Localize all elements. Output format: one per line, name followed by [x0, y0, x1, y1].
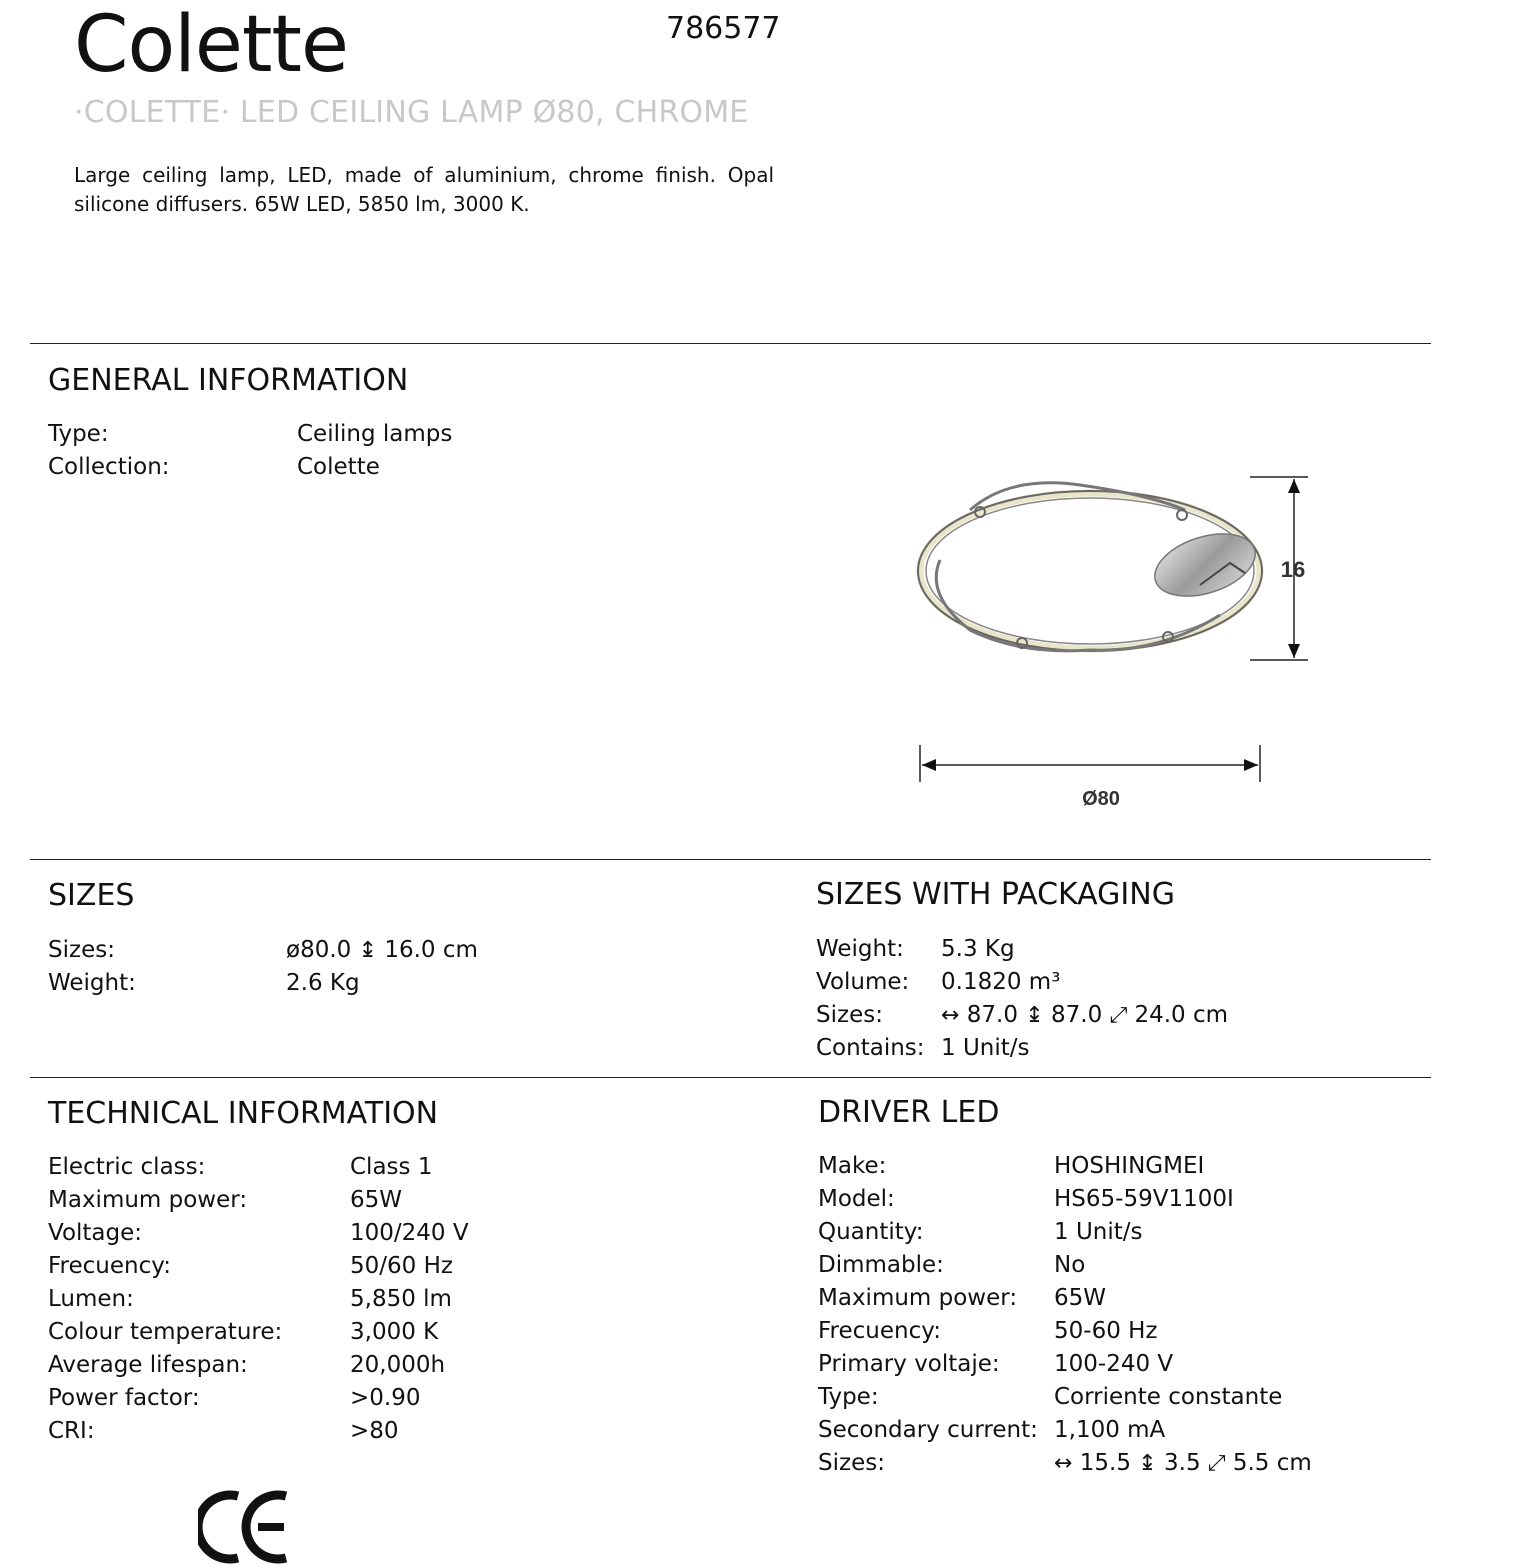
- driver-value: HOSHINGMEI: [1054, 1153, 1205, 1179]
- driver-label: Dimmable:: [818, 1252, 944, 1278]
- product-code: 786577: [666, 11, 781, 46]
- height-value: 3.5: [1164, 1450, 1201, 1476]
- driver-value: Corriente constante: [1054, 1384, 1283, 1410]
- driver-value: 50-60 Hz: [1054, 1318, 1158, 1344]
- packaging-contains-label: Contains:: [816, 1035, 925, 1061]
- technical-row: [48, 1415, 469, 1448]
- packaging-weight-label: Weight:: [816, 936, 904, 962]
- height-arrow-icon: ↨: [358, 938, 378, 963]
- general-label: Collection:: [48, 454, 170, 480]
- depth-arrow-icon: ⤢: [1207, 1451, 1226, 1476]
- driver-row: [818, 1381, 1312, 1414]
- divider: [30, 1077, 1431, 1078]
- technical-label: CRI:: [48, 1418, 95, 1444]
- height-value: 16.0 cm: [384, 937, 478, 963]
- driver-label: Quantity:: [818, 1219, 924, 1245]
- height-label: 16: [1280, 557, 1306, 582]
- driver-value: 100-240 V: [1054, 1351, 1174, 1377]
- packaging-sizes-value: [941, 999, 1228, 1032]
- width-value: 15.5: [1079, 1450, 1131, 1476]
- height-value: 87.0: [1051, 1002, 1103, 1028]
- technical-value: 20,000h: [350, 1352, 446, 1378]
- height-arrow-icon: ↨: [1138, 1451, 1157, 1476]
- driver-sizes-label: Sizes:: [818, 1450, 885, 1476]
- weight-value: 2.6 Kg: [286, 970, 360, 996]
- packaging-volume-value: 0.1820 m³: [941, 969, 1061, 995]
- technical-label: Average lifespan:: [48, 1352, 248, 1378]
- technical-value: Class 1: [350, 1154, 433, 1180]
- driver-sizes-value: [1054, 1447, 1312, 1480]
- sizes-label: Sizes:: [48, 937, 115, 963]
- depth-value: 5.5 cm: [1232, 1450, 1312, 1476]
- depth-arrow-icon: ⤢: [1109, 1003, 1128, 1028]
- technical-heading: TECHNICAL INFORMATION: [48, 1096, 439, 1131]
- general-row: [48, 451, 452, 484]
- product-title: Colette: [74, 0, 348, 90]
- driver-label: Make:: [818, 1153, 887, 1179]
- driver-row: [818, 1216, 1312, 1249]
- sizes-value: [286, 934, 478, 967]
- technical-value: 65W: [350, 1187, 403, 1213]
- driver-row: [818, 1348, 1312, 1381]
- technical-row: [48, 1184, 469, 1217]
- technical-label: Maximum power:: [48, 1187, 248, 1213]
- technical-list: [48, 1151, 469, 1448]
- technical-row: [48, 1349, 469, 1382]
- sizes-row: [48, 967, 478, 1000]
- technical-label: Frecuency:: [48, 1253, 171, 1279]
- technical-row: [48, 1283, 469, 1316]
- general-value: Ceiling lamps: [297, 421, 453, 447]
- driver-row: [818, 1414, 1312, 1447]
- technical-label: Colour temperature:: [48, 1319, 283, 1345]
- depth-value: 24.0 cm: [1134, 1002, 1229, 1028]
- driver-value: 1 Unit/s: [1054, 1219, 1143, 1245]
- driver-list: [818, 1150, 1312, 1480]
- packaging-volume-label: Volume:: [816, 969, 910, 995]
- technical-value: 50/60 Hz: [350, 1253, 453, 1279]
- technical-row: [48, 1316, 469, 1349]
- diameter-value: ø80.0: [286, 937, 352, 963]
- technical-label: Voltage:: [48, 1220, 143, 1246]
- divider: [30, 859, 1431, 860]
- technical-value: >0.90: [350, 1385, 421, 1411]
- packaging-contains-value: 1 Unit/s: [941, 1035, 1030, 1061]
- ce-mark-icon: [198, 1490, 294, 1564]
- packaging-row: [816, 1032, 1228, 1065]
- packaging-weight-value: 5.3 Kg: [941, 936, 1015, 962]
- technical-value: 100/240 V: [350, 1220, 469, 1246]
- height-arrow-icon: ↨: [1025, 1003, 1044, 1028]
- technical-value: 3,000 K: [350, 1319, 439, 1345]
- sizes-row: [48, 934, 478, 967]
- packaging-heading: SIZES WITH PACKAGING: [816, 877, 1175, 912]
- product-description: Large ceiling lamp, LED, made of aluminium, chrome finish. Opal silicone diffusers. 65W LED, 5850 lm, 3000 K.: [74, 163, 774, 216]
- technical-label: Power factor:: [48, 1385, 200, 1411]
- width-arrow-icon: ↔: [1054, 1451, 1073, 1476]
- product-subtitle: ·COLETTE· LED CEILING LAMP Ø80, CHROME: [74, 95, 749, 130]
- driver-label: Secondary current:: [818, 1417, 1038, 1443]
- general-row: [48, 418, 452, 451]
- diameter-label: Ø80: [1082, 788, 1120, 810]
- packaging-row: [816, 966, 1228, 999]
- sizes-heading: SIZES: [48, 878, 135, 913]
- driver-label: Maximum power:: [818, 1285, 1018, 1311]
- lamp-drawing: [900, 465, 1340, 820]
- packaging-row: [816, 999, 1228, 1032]
- general-information-list: [48, 418, 452, 484]
- technical-row: [48, 1382, 469, 1415]
- driver-row: [818, 1315, 1312, 1348]
- general-information-heading: GENERAL INFORMATION: [48, 363, 409, 398]
- weight-label: Weight:: [48, 970, 136, 996]
- width-arrow-icon: ↔: [941, 1003, 960, 1028]
- technical-label: Lumen:: [48, 1286, 134, 1312]
- driver-value: 1,100 mA: [1054, 1417, 1166, 1443]
- packaging-row: [816, 933, 1228, 966]
- general-value: Colette: [297, 454, 380, 480]
- driver-label: Model:: [818, 1186, 895, 1212]
- technical-value: >80: [350, 1418, 399, 1444]
- driver-value: HS65-59V1100I: [1054, 1186, 1234, 1212]
- technical-label: Electric class:: [48, 1154, 206, 1180]
- technical-value: 5,850 lm: [350, 1286, 452, 1312]
- packaging-sizes-label: Sizes:: [816, 1002, 883, 1028]
- width-value: 87.0: [966, 1002, 1018, 1028]
- lamp-illustration: [918, 483, 1263, 651]
- driver-row: [818, 1282, 1312, 1315]
- diameter-dimension: [920, 745, 1260, 782]
- driver-label: Primary voltaje:: [818, 1351, 1000, 1377]
- driver-label: Type:: [818, 1384, 879, 1410]
- technical-row: [48, 1217, 469, 1250]
- driver-value: 65W: [1054, 1285, 1107, 1311]
- driver-value: No: [1054, 1252, 1086, 1278]
- driver-label: Frecuency:: [818, 1318, 941, 1344]
- divider: [30, 343, 1431, 344]
- driver-row: [818, 1183, 1312, 1216]
- packaging-list: [816, 933, 1228, 1065]
- driver-row: [818, 1249, 1312, 1282]
- driver-row: [818, 1150, 1312, 1183]
- technical-row: [48, 1250, 469, 1283]
- general-label: Type:: [48, 421, 109, 447]
- driver-heading: DRIVER LED: [818, 1095, 1000, 1130]
- sizes-list: [48, 934, 478, 1000]
- driver-row: [818, 1447, 1312, 1480]
- technical-row: [48, 1151, 469, 1184]
